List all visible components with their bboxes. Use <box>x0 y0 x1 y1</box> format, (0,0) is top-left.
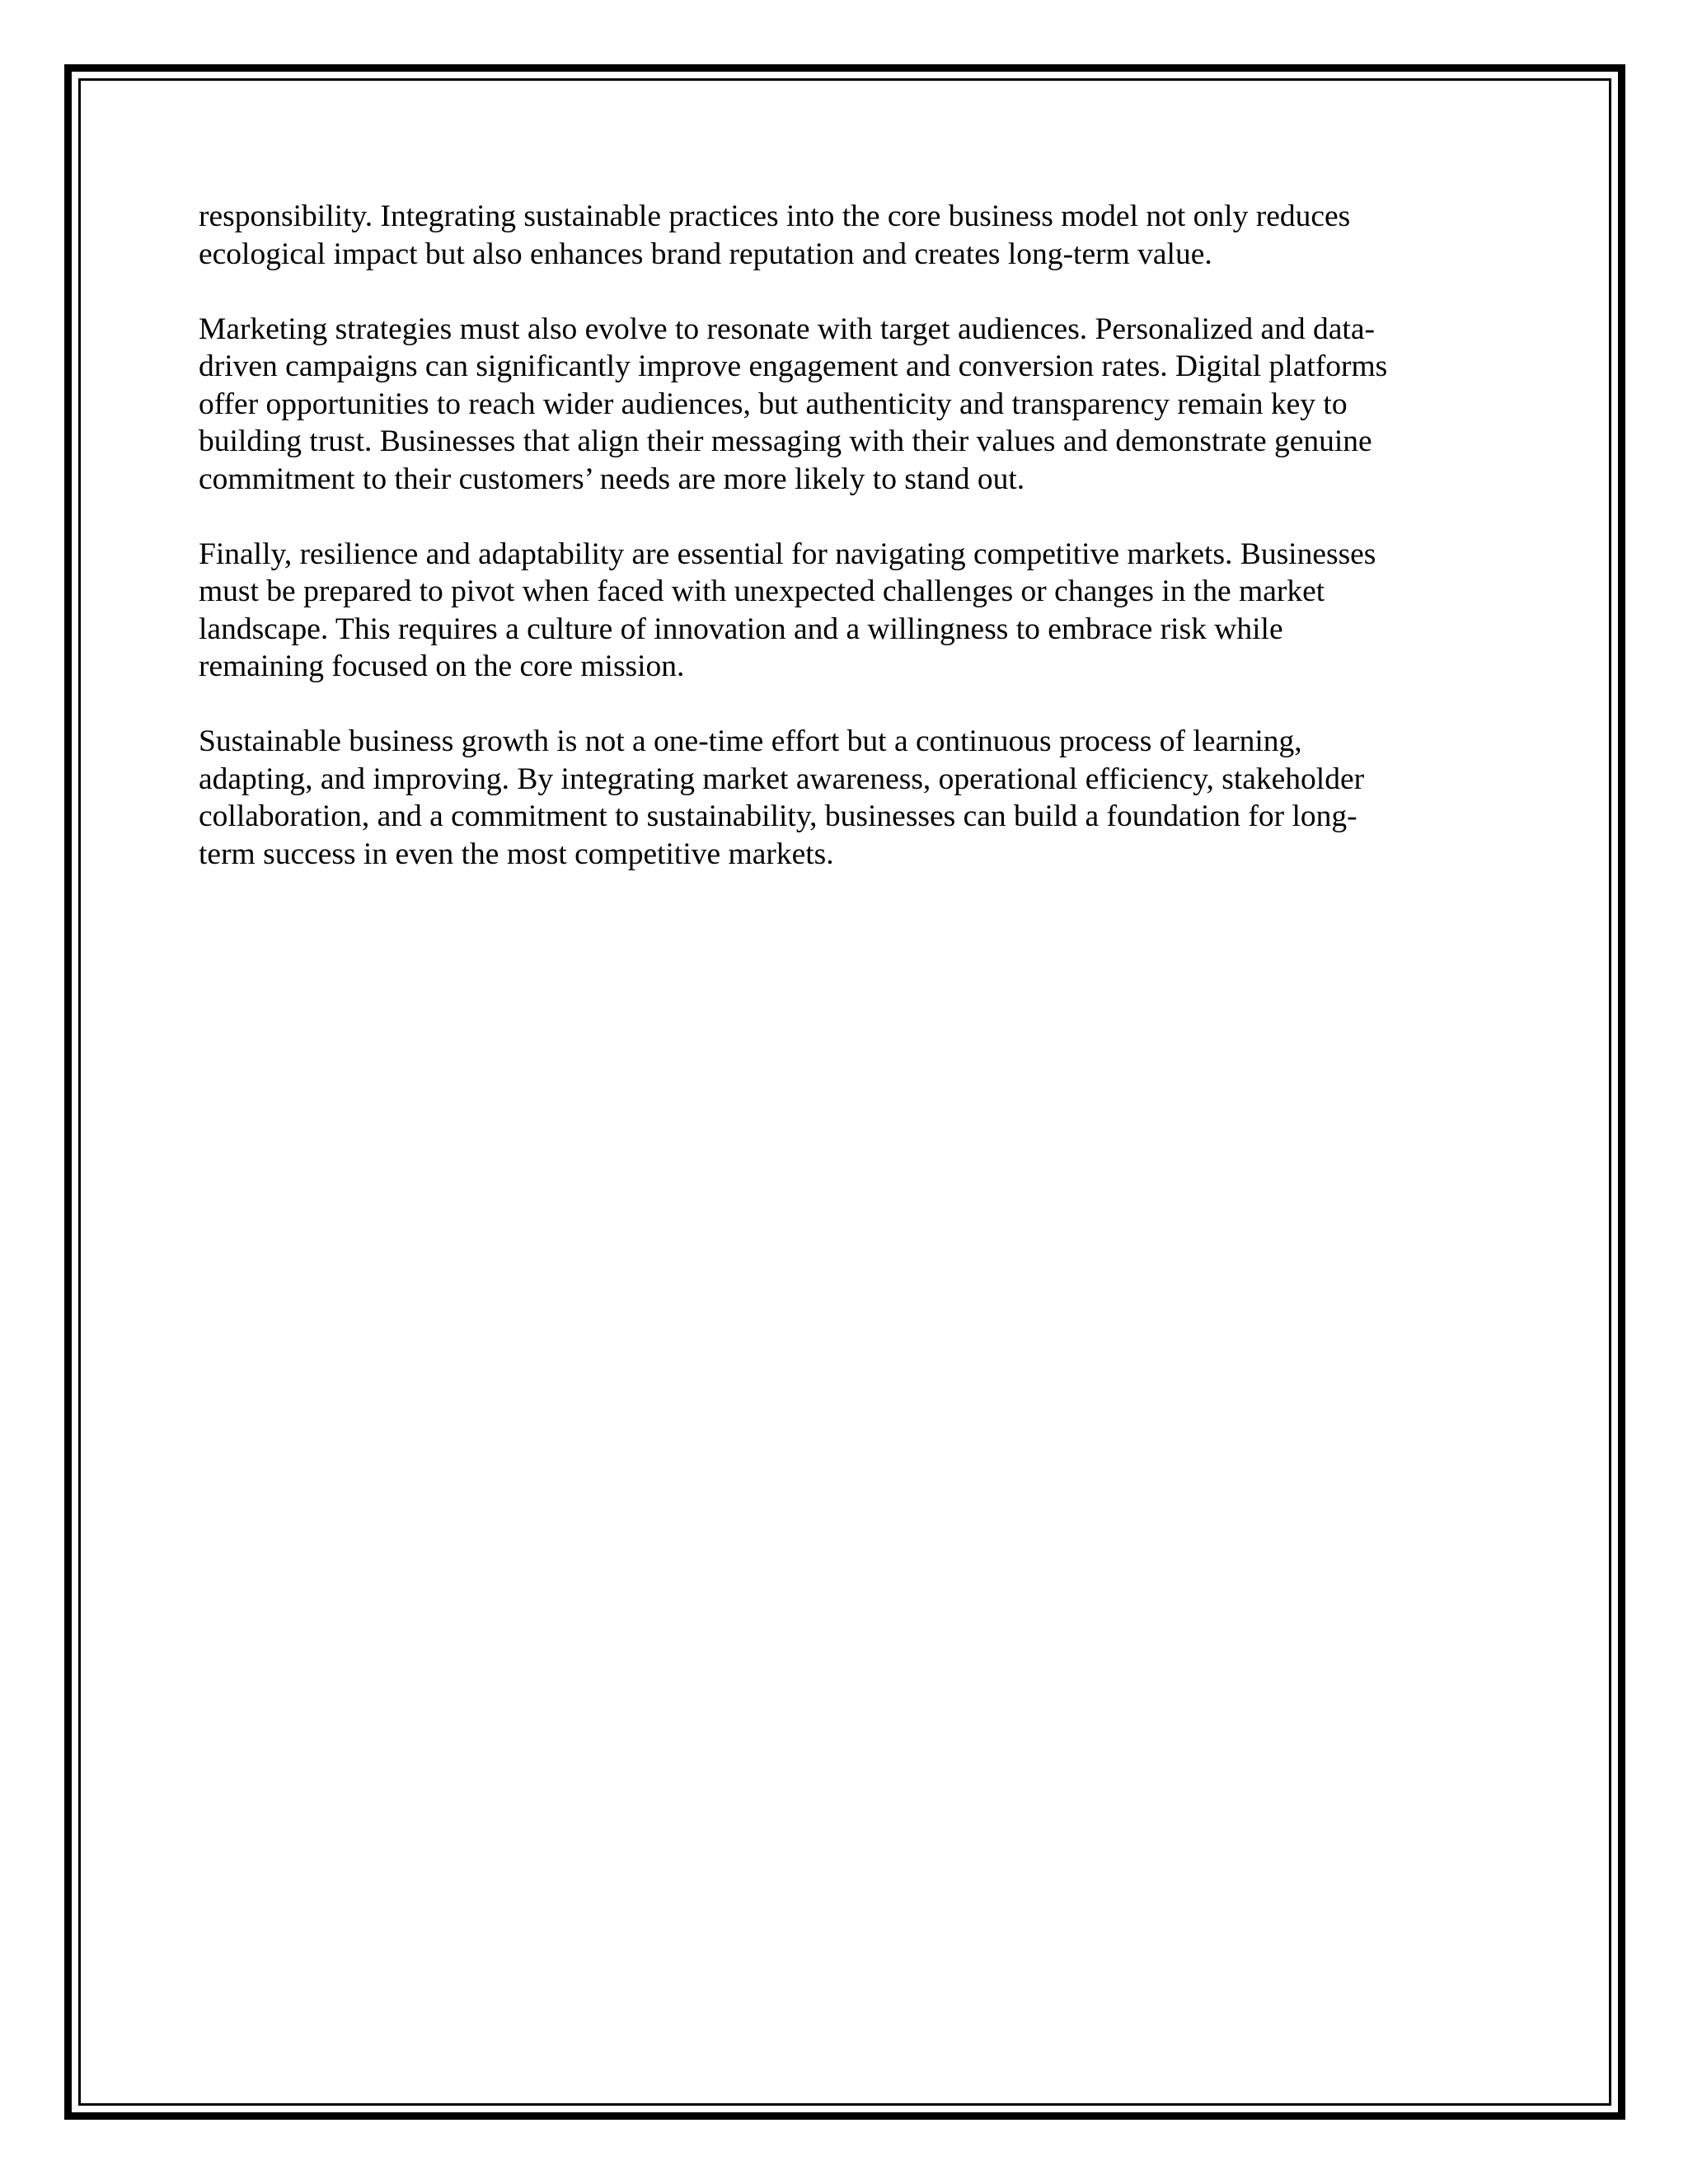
text-line: must be prepared to pivot when faced with unexpected challenges or changes in the market <box>199 574 1325 608</box>
paragraph <box>199 723 1497 873</box>
text-line: Finally, resilience and adaptability are essential for navigating competitive markets. Businesses <box>199 537 1376 571</box>
paragraph <box>199 198 1497 273</box>
text-line: driven campaigns can significantly improve engagement and conversion rates. Digital platforms <box>199 349 1388 383</box>
text-line: offer opportunities to reach wider audiences, but authenticity and transparency remain key to <box>199 387 1348 421</box>
text-line: building trust. Businesses that align their messaging with their values and demonstrate genuine <box>199 424 1372 458</box>
paragraph <box>199 311 1497 499</box>
text-line: Sustainable business growth is not a one-time effort but a continuous process of learning, <box>199 724 1302 758</box>
text-line: landscape. This requires a culture of innovation and a willingness to embrace risk while <box>199 612 1283 646</box>
text-line: adapting, and improving. By integrating market awareness, operational efficiency, stakeholder <box>199 762 1365 796</box>
paragraph <box>199 536 1497 686</box>
document-body <box>199 198 1497 911</box>
text-line: term success in even the most competitive markets. <box>199 837 834 871</box>
text-line: commitment to their customers’ needs are more likely to stand out. <box>199 462 1025 496</box>
text-line: remaining focused on the core mission. <box>199 649 685 683</box>
text-line: responsibility. Integrating sustainable practices into the core business model not only reduces <box>199 199 1351 233</box>
text-line: ecological impact but also enhances brand reputation and creates long-term value. <box>199 237 1212 271</box>
text-line: collaboration, and a commitment to sustainability, businesses can build a foundation for long- <box>199 799 1357 833</box>
text-line: Marketing strategies must also evolve to resonate with target audiences. Personalized and data- <box>199 312 1375 346</box>
